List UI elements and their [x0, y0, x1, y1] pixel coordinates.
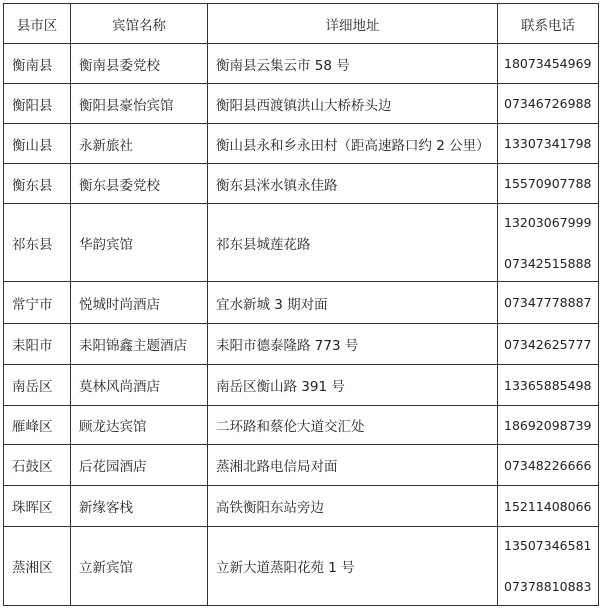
phone-cell — [498, 84, 599, 124]
hotel-cell: 华韵宾馆 — [71, 204, 208, 282]
phone-cell — [498, 486, 599, 527]
county-cell: 石鼓区 — [4, 445, 71, 486]
table-row — [4, 204, 599, 282]
address-cell: 衡东县洣水镇永佳路 — [208, 164, 498, 204]
table-row — [4, 324, 599, 365]
phone-cell — [498, 44, 599, 84]
phone-cell — [498, 164, 599, 204]
address-cell: 衡阳县西渡镇洪山大桥桥头边 — [208, 84, 498, 124]
address-cell: 衡南县云集云市 58 号 — [208, 44, 498, 84]
header-address: 详细地址 — [208, 4, 498, 44]
county-cell: 衡东县 — [4, 164, 71, 204]
hotel-cell: 衡东县委党校 — [71, 164, 208, 204]
phone-number: 07346726988 — [504, 96, 592, 111]
county-cell: 衡南县 — [4, 44, 71, 84]
table-row — [4, 365, 599, 406]
county-cell: 蒸湘区 — [4, 527, 71, 606]
phone-number: 15570907788 — [504, 176, 592, 191]
phone-cell — [498, 445, 599, 486]
phone-number: 13365885498 — [504, 377, 592, 393]
table-row — [4, 84, 599, 124]
hotel-cell: 衡南县委党校 — [71, 44, 208, 84]
table-row — [4, 486, 599, 527]
address-cell: 祁东县城莲花路 — [208, 204, 498, 282]
hotel-cell: 新缘客栈 — [71, 486, 208, 527]
phone-cell — [498, 282, 599, 324]
hotel-cell: 衡阳县豪怡宾馆 — [71, 84, 208, 124]
hotel-cell: 悦城时尚酒店 — [71, 282, 208, 324]
county-cell: 祁东县 — [4, 204, 71, 282]
hotel-cell: 莫林风尚酒店 — [71, 365, 208, 406]
hotel-cell: 后花园酒店 — [71, 445, 208, 486]
table-row — [4, 164, 599, 204]
county-cell: 南岳区 — [4, 365, 71, 406]
header-county: 县市区 — [4, 4, 71, 44]
address-cell: 衡山县永和乡永田村（距高速路口约 2 公里） — [208, 124, 498, 164]
phone-number: 07342515888 — [504, 255, 592, 271]
table-row — [4, 44, 599, 84]
county-cell: 衡阳县 — [4, 84, 71, 124]
phone-number: 15211408066 — [504, 498, 592, 514]
county-cell: 衡山县 — [4, 124, 71, 164]
table-row — [4, 527, 599, 606]
header-row — [4, 4, 599, 44]
phone-number: 13307341798 — [504, 136, 592, 151]
county-cell: 耒阳市 — [4, 324, 71, 365]
county-cell: 常宁市 — [4, 282, 71, 324]
address-cell: 高铁衡阳东站旁边 — [208, 486, 498, 527]
hotel-cell: 顾龙达宾馆 — [71, 406, 208, 445]
address-cell: 耒阳市德泰隆路 773 号 — [208, 324, 498, 365]
hotel-cell: 耒阳锦鑫主题酒店 — [71, 324, 208, 365]
address-cell: 二环路和蔡伦大道交汇处 — [208, 406, 498, 445]
address-cell: 立新大道蒸阳花苑 1 号 — [208, 527, 498, 606]
phone-number: 07347778887 — [504, 295, 592, 310]
table-row — [4, 124, 599, 164]
header-hotel: 宾馆名称 — [71, 4, 208, 44]
hotel-table — [3, 3, 599, 606]
table-row — [4, 406, 599, 445]
phone-cell — [498, 365, 599, 406]
phone-cell — [498, 324, 599, 365]
phone-number: 13203067999 — [504, 214, 592, 230]
phone-cell — [498, 406, 599, 445]
address-cell: 南岳区衡山路 391 号 — [208, 365, 498, 406]
address-cell: 宜水新城 3 期对面 — [208, 282, 498, 324]
phone-number: 18692098739 — [504, 417, 592, 433]
phone-number: 07348226666 — [504, 457, 592, 473]
phone-cell — [498, 124, 599, 164]
table-row — [4, 445, 599, 486]
phone-number: 13507346581 — [504, 538, 592, 553]
address-cell: 蒸湘北路电信局对面 — [208, 445, 498, 486]
phone-number: 07378810883 — [504, 579, 592, 594]
table-row — [4, 282, 599, 324]
phone-cell — [498, 527, 599, 606]
hotel-cell: 立新宾馆 — [71, 527, 208, 606]
header-phone: 联系电话 — [498, 4, 599, 44]
hotel-cell: 永新旅社 — [71, 124, 208, 164]
county-cell: 珠晖区 — [4, 486, 71, 527]
phone-cell — [498, 204, 599, 282]
county-cell: 雁峰区 — [4, 406, 71, 445]
phone-number: 07342625777 — [504, 336, 592, 352]
phone-number: 18073454969 — [504, 56, 592, 71]
